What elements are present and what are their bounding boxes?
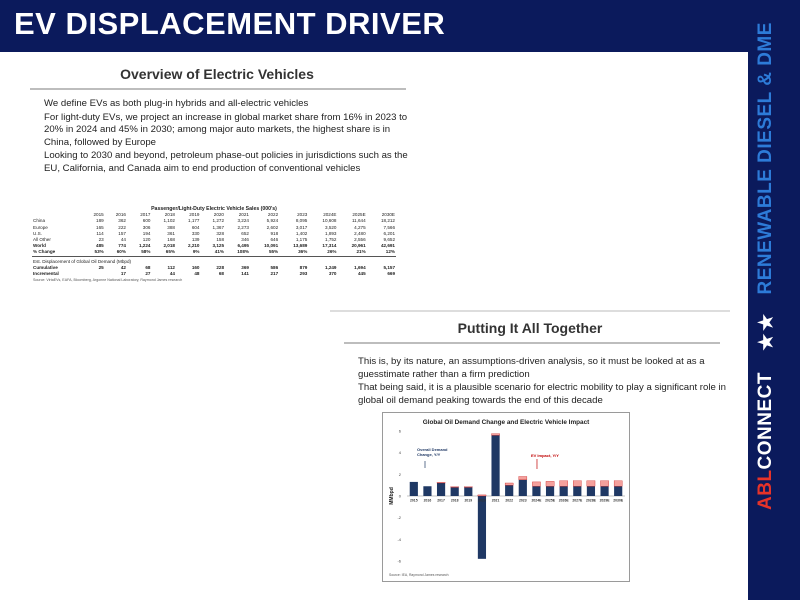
table-cell: 2,556 [354,237,366,243]
table-cell: 1,893 [324,230,337,236]
table-cell: 3,017 [295,224,308,230]
y-tick-label: 0 [398,493,401,499]
table-cell: 8,095 [295,218,308,224]
row-label: China [33,218,46,224]
brand-logo-abl: ABL [755,469,776,510]
table-cell: 20,961 [351,243,366,249]
x-tick-label: 2019 [464,498,473,503]
column-header: 2018 [164,212,175,218]
x-tick-label: 2018 [450,498,459,503]
table-cell: 328 [216,230,224,236]
column-header: 2020 [213,212,224,218]
column-header: 2015 [93,212,104,218]
table-row [32,256,396,265]
bar-demand-change [491,435,499,496]
x-tick-label: 2028E [586,498,596,503]
table-cell: 1,175 [295,237,308,243]
bar-demand-change [410,482,418,496]
bar-ev-impact [491,434,499,436]
table-cell: 1,249 [324,264,337,270]
bar-demand-change [464,487,472,496]
table-cell: 26% [327,249,337,255]
table-cell: 2,210 [187,243,200,249]
x-tick-label: 2022 [505,498,513,503]
bar-demand-change [532,486,540,496]
table-cell: 23 [98,237,104,243]
table-cell: 13,689 [293,243,308,249]
column-header: 2030E [381,212,395,218]
table-cell: 362 [118,218,126,224]
table-cell: 1,272 [212,218,224,224]
bar-demand-change [573,486,581,496]
table-cell: 3,125 [212,243,224,249]
bar-demand-change [519,480,527,496]
table-cell: 1,752 [324,237,337,243]
row-label: All Other [33,237,51,243]
table-cell: 1,402 [295,230,308,236]
x-tick-label: 2030E [613,498,624,503]
annotation-ev: EV Impact, Y/Y [530,453,559,458]
bullet-text: For light-duty EVs, we project an increase in global market share from 16% in 2023 to 20% in 2024 and 45% in 2030; among major auto markets, the highest share is in China, followed by Europe [44,111,408,148]
bar-demand-change [560,486,568,496]
table-cell: 4,275 [354,224,366,230]
table-cell: 139 [191,237,200,243]
x-tick-label: 2025E [545,498,555,503]
bar-ev-impact [600,481,608,486]
table-cell: 21% [356,249,366,255]
table-cell: 346 [241,237,249,243]
table-cell: 7,566 [383,224,395,230]
chart-source: Source: IEA, Raymond James research [389,573,449,577]
table-cell: 48 [194,271,200,277]
star-icon: ★★ [753,312,778,352]
annotation-demand: Overall Demand Change, Y/Y [417,447,448,457]
table-cell: 44 [120,237,126,243]
table-cell: 42,691 [380,243,395,249]
slide-ev-bullets [44,98,410,176]
bar-ev-impact [532,482,540,486]
bar-ev-impact [451,487,459,488]
table-cell: 3,224 [237,218,249,224]
y-tick-label: 2 [398,471,401,477]
bar-demand-change [587,486,595,496]
row-label: U.S. [33,230,42,236]
bar-demand-change [451,487,459,496]
table-cell: 60% [116,249,126,255]
bar-demand-change [546,486,554,496]
table-cell: 9% [192,249,200,255]
bar-ev-impact [519,477,527,480]
table-cell: 12% [385,249,395,255]
y-tick-label: -4 [397,536,401,542]
table-cell: 41% [214,249,224,255]
table-cell: 42 [120,264,126,270]
table-cell: 1,102 [163,218,175,224]
bullet-text: This is, by its nature, an assumptions-driven analysis, so it must be looked at as a guesstimate rather than a firm prediction [358,356,705,380]
table-cell: 10,608 [322,218,337,224]
table-cell: 6,495 [237,243,249,249]
table-cell: 388 [167,224,175,230]
oil-demand-chart [382,412,630,582]
brand-logo-connect: CONNECT [755,371,776,470]
x-tick-label: 2021 [491,498,500,503]
ev-sales-table [32,206,396,283]
page-title: EV DISPLACEMENT DRIVER [14,6,446,41]
table-cell: 2,018 [163,243,175,249]
table-cell: 141 [241,271,249,277]
table-row [32,249,396,256]
row-label: Incremental [33,271,59,277]
bullet-text: That being said, it is a plausible scenario for electric mobility to play a significant role in global oil demand peaking towards the end of this decade [358,382,726,406]
table-cell: 11,644 [351,218,366,224]
column-header: 2019 [189,212,200,218]
slide-together-bullets [358,356,726,408]
table-cell: 370 [328,271,337,277]
table-cell: 168 [167,237,175,243]
title-divider [344,342,720,344]
bullet-text: We define EVs as both plug-in hybrids and all-electric vehicles [44,98,309,109]
table-cell: 68 [145,264,151,270]
x-tick-label: 2026E [558,498,569,503]
table-cell: 2,273 [237,224,249,230]
bullet-text: Looking to 2030 and beyond, petroleum phase-out policies in jurisdictions such as the EU, California, and Canada aim to end production of conventional vehicles [44,150,408,174]
title-divider [30,88,406,90]
table-cell: 3,520 [324,224,337,230]
bar-ev-impact [505,483,513,485]
table-cell: 160 [191,264,200,270]
table-subcaption: Est. Displacement of Global Oil Demand (Mbpd) [32,256,396,265]
column-header: 2025E [352,212,366,218]
table-cell: 2,602 [266,224,279,230]
row-label: Cumulative [33,264,58,270]
table-cell: 36% [298,249,308,255]
table-cell: 646 [270,237,279,243]
column-header: 2016 [115,212,126,218]
x-tick-label: 2020 [478,498,486,503]
table-cell: 17 [120,271,126,277]
table-caption: Passenger/Light-Duty Electric Vehicle Sales (000's) [151,206,277,212]
x-tick-label: 2016 [423,498,432,503]
y-tick-label: -6 [397,558,401,564]
table-cell: 9,652 [383,237,395,243]
x-tick-label: 2015 [410,498,418,503]
table-cell: 879 [299,264,308,270]
table-source: Source: VirtaEVs, EAFA, Bloomberg, Argonne National Laboratory, Raymond James research [33,278,183,283]
table-cell: 600 [142,218,151,224]
y-tick-label: -2 [397,515,401,521]
table-cell: 293 [299,271,308,277]
y-tick-label: 4 [398,450,401,456]
y-axis-label: MMbpd [389,487,395,505]
table-cell: 918 [270,230,279,236]
slide-ev-overview [22,60,412,312]
table-cell: 68 [218,271,224,277]
table-cell: 1,367 [212,224,224,230]
sidebar-brand [753,0,779,510]
column-header: 2021 [238,212,249,218]
table-cell: 44 [169,271,175,277]
y-tick-label: 6 [398,428,401,434]
table-cell: 6,201 [383,230,395,236]
table-cell: 1,177 [187,218,200,224]
x-tick-label: 2024E [531,498,542,503]
bar-demand-change [600,486,608,496]
table-cell: 114 [96,230,104,236]
column-header: 2017 [140,212,151,218]
bar-ev-impact [614,481,622,486]
table-cell: 369 [241,264,249,270]
table-cell: 55% [268,249,279,255]
table-cell: 157 [118,230,126,236]
bar-demand-change [505,485,513,496]
table-cell: 65% [165,249,175,255]
sidebar-tagline: RENEWABLE DIESEL & DME [755,22,776,295]
chart-title: Global Oil Demand Change and Electric Vehicle Impact [422,419,590,426]
bar-demand-change [437,483,445,496]
table-cell: 158 [216,237,224,243]
table-cell: 1,694 [354,264,366,270]
table-cell: 669 [387,271,395,277]
table-row [32,277,396,283]
table-cell: 194 [142,230,151,236]
table-cell: 189 [96,218,104,224]
table-cell: 228 [216,264,224,270]
bar-demand-change [478,496,486,559]
bar-ev-impact [587,481,595,486]
header-bar [0,0,750,52]
row-label: Europe [33,224,48,230]
table-cell: 165 [96,224,104,230]
table-cell: 5,157 [383,264,395,270]
column-header: 2023 [297,212,308,218]
table-cell: 586 [270,264,279,270]
x-tick-label: 2023 [519,498,527,503]
table-cell: 5,924 [266,218,279,224]
row-label: % Change [33,249,56,255]
column-header: 2024E [323,212,337,218]
chart-canvas [383,413,629,581]
bar-demand-change [614,486,622,496]
bar-ev-impact [560,481,568,486]
table-cell: 306 [142,224,151,230]
table-cell: 25 [98,264,104,270]
column-header: 2022 [267,212,279,218]
table-cell: 112 [167,264,175,270]
table-cell: 485 [96,243,104,249]
table-cell: 1,224 [138,243,151,249]
table-cell: 445 [357,271,366,277]
table-cell: 2,480 [354,230,366,236]
table-cell: 120 [142,237,151,243]
bar-ev-impact [546,481,554,486]
bar-ev-impact [464,487,472,488]
table-cell: 58% [141,249,151,255]
slide-together-title: Putting It All Together [457,320,603,336]
x-tick-label: 2027E [572,498,583,503]
table-cell: 17,314 [322,243,337,249]
x-tick-label: 2029E [599,498,610,503]
slide-ev-title: Overview of Electric Vehicles [120,66,314,82]
table-cell: 361 [167,230,175,236]
table-cell: 604 [191,224,200,230]
table-cell: 10,091 [264,243,279,249]
table-cell: 27 [145,271,151,277]
bar-ev-impact [437,482,445,483]
table-cell: 53% [94,249,104,255]
table-cell: 108% [237,249,249,255]
table-cell: 330 [191,230,200,236]
table-cell: 774 [118,243,126,249]
table-cell: 217 [270,271,279,277]
slide-putting-together [330,310,730,600]
bar-ev-impact [478,495,486,496]
table-cell: 222 [118,224,126,230]
table-cell: 652 [241,230,249,236]
bar-demand-change [423,486,431,496]
row-label: World [33,243,46,249]
table-cell: 18,212 [380,218,395,224]
bar-ev-impact [573,481,581,486]
x-tick-label: 2017 [437,498,445,503]
